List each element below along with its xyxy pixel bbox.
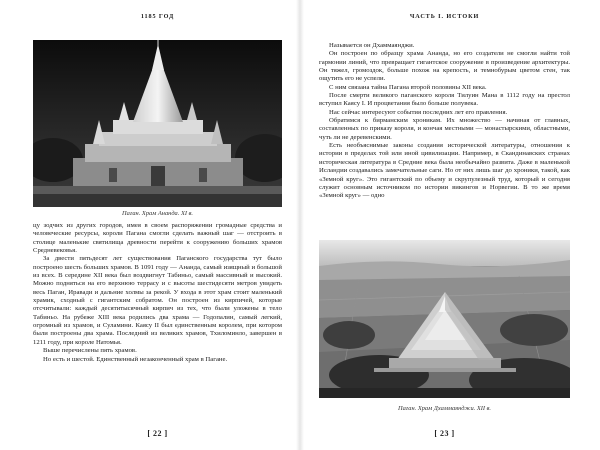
running-head-left: 1185 ГОД bbox=[140, 13, 175, 20]
page-number-right: [ 23 ] bbox=[434, 429, 455, 438]
paragraph: цу зодчих из других городов, имея в своем распоряжении громадные средства и человеческие ресурсы, короли Пагана смогли сделать важный шаг — отстроить в столице маленькие святилища древности перейти к сооружению больших храмов Средневековья. bbox=[33, 222, 282, 255]
photo-caption-left: Паган. Храм Ананда. XI в. bbox=[122, 210, 193, 217]
paragraph: Но есть и шестой. Единственный незаконченный храм в Пагане. bbox=[43, 355, 228, 363]
paragraph: Есть необъяснимые законы создания исторической литературы, отношения к истории в пределах той или иной цивилизации. Например, в Скандинавских странах историческая литература в Средние века была необычайно развита. Даже в маленькой Исландии создавались замечательные саги. Но от них лишь шаг до хроники, такой, как «Земной круг». Это гигантский по объему и скрупулезный труд, который и сегодня служит основным источником по истории викингов и Норвегии. В то же время «Земной круг» — одно bbox=[319, 142, 570, 200]
paragraph: За двести пятьдесят лет существования Паганского государства тут было построено шесть больших храмов. В 1091 году — Ананда, самый изящный и большой из всех. В середине XII века был воздвигнут Табиньо, самый массивный и высокий. Можно подняться на его верхнюю террасу и с высоты шестидесяти метров увидеть весь Паган, Иравади и дальние холмы за рекой. У входа в этот храм стоит маленький храмик, сходный с гигантским собратом. Он построен из кирпичей, которые отсчитывали: каждый десятитысячный кирпич из тех, что были уложены в тело Табиньо. На рубеже XIII века родились два храма — Годопалин, самый легкий, огромный из храмов, и Суламини. Каясу II был единственным королем, при котором были построены два храма. Последний из великих храмов, Тхиломинло, завершен в 1211 году, при короле Натомья. bbox=[33, 255, 282, 346]
paragraph: Нас сейчас интересуют события последних лет его правления. bbox=[329, 108, 508, 116]
page-number-left: [ 22 ] bbox=[147, 429, 168, 438]
temple-dhammayangyi-image bbox=[319, 240, 570, 398]
photo-caption-right: Паган. Храм Дхаммаянджи. XII в. bbox=[397, 405, 492, 412]
paragraph: Выше перечислены пять храмов. bbox=[43, 347, 137, 355]
paragraph: Называется он Дхаммаянджи. bbox=[329, 42, 415, 49]
paragraph: После смерти великого паганского короля Тилуин Мана в 1112 году на престол вступил Каясу I. И процветания было больше полувека. bbox=[319, 92, 570, 108]
body-text-left bbox=[33, 222, 282, 364]
right-page bbox=[300, 0, 600, 450]
running-head-right: ЧАСТЬ I. ИСТОКИ bbox=[409, 13, 480, 20]
paragraph: Обратимся к бирманским хроникам. Их множество — начиная от главных, составленных по приказу короля, и кончая местными — монастырскими, областными, чуть ли не деревенскими. bbox=[319, 117, 570, 141]
temple-dhammayangyi-aerial-photo bbox=[319, 240, 570, 398]
paragraph: Он построен по образцу храма Ананда, но его создатели не смогли найти той гармонии линий, что превращает гигантское сооружение в произведение архитектуры. Он тяжел, громоздок, больше похож на крепость, и темнобурым цветом стен, так ощутить его не успели. bbox=[319, 50, 570, 83]
book-gutter bbox=[296, 0, 304, 450]
temple-ananda-image bbox=[33, 40, 282, 207]
paragraph: С ним связана тайна Пагана второй половины XII века. bbox=[329, 83, 487, 91]
body-text-right bbox=[319, 42, 570, 201]
temple-ananda-photo bbox=[33, 40, 282, 207]
